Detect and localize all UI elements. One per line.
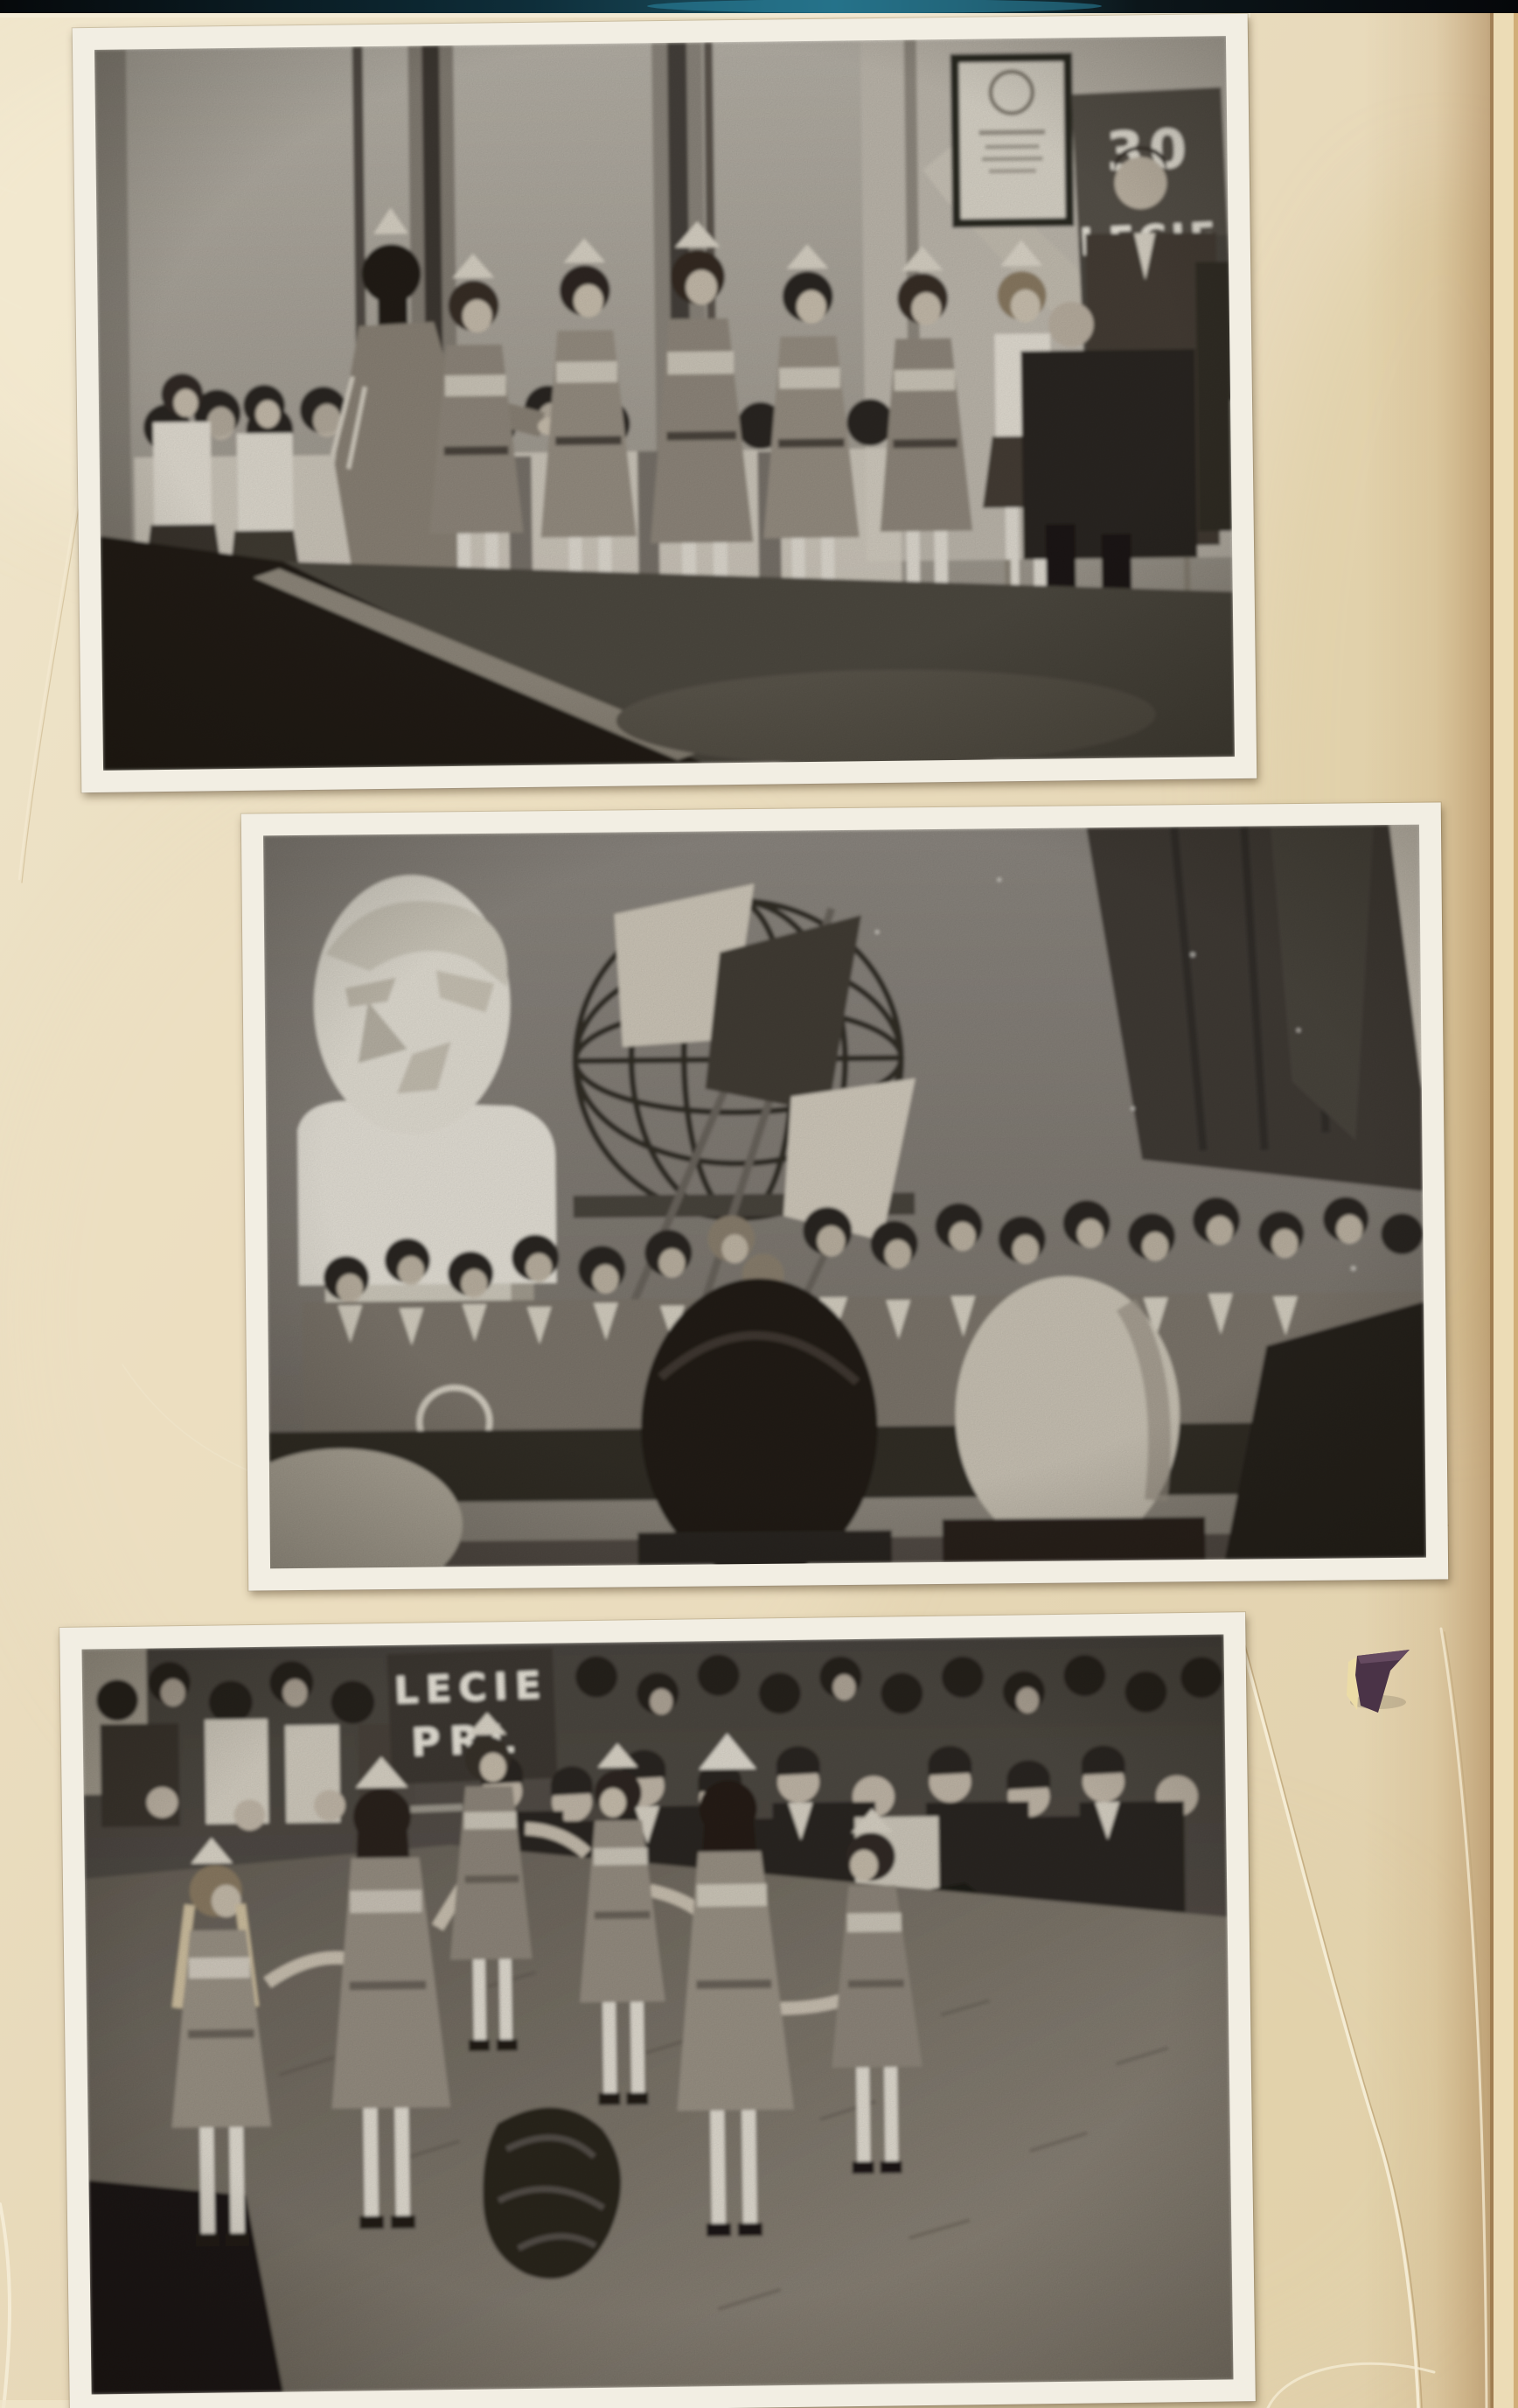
page-fold-line <box>1490 0 1494 2408</box>
photo-middle-assembly <box>241 802 1448 1590</box>
vignette <box>81 1634 1233 2394</box>
photo-top-choir <box>73 14 1257 792</box>
photo-bottom-dance <box>59 1612 1256 2408</box>
second-page-shadow <box>1514 0 1518 2408</box>
vignette <box>263 825 1426 1569</box>
vignette <box>94 36 1235 771</box>
